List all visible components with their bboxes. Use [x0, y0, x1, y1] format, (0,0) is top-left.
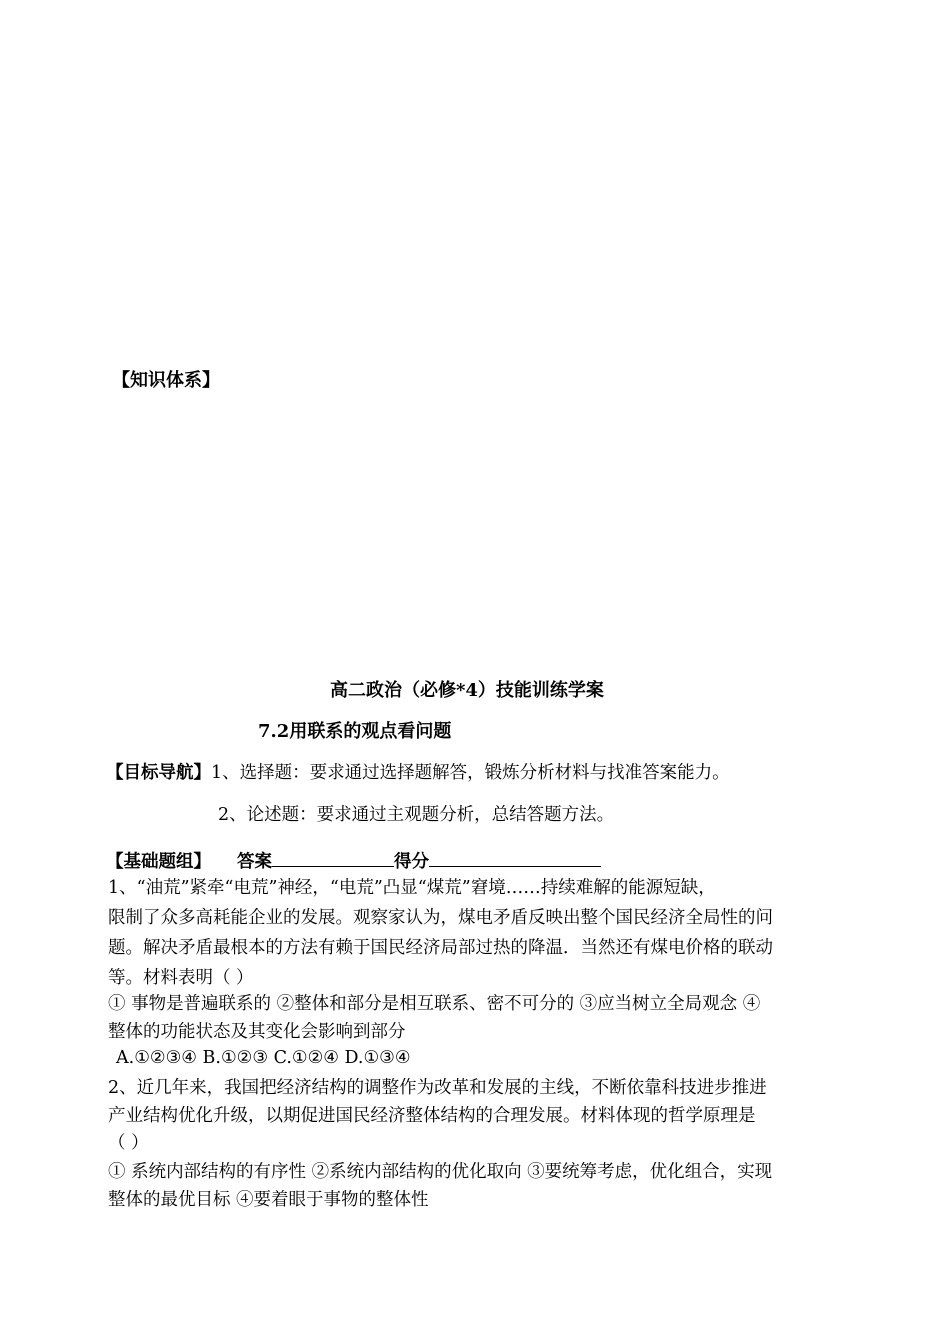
question-1-statements-line-2: 整体的功能状态及其变化会影响到部分 [108, 1022, 406, 1042]
question-2-stem-line-3: （ ） [108, 1133, 149, 1153]
score-blank[interactable] [429, 849, 601, 867]
basic-group-header [106, 849, 601, 872]
question-2-stem-line-1: 2、近几年来，我国把经济结构的调整作为改革和发展的主线，不断依靠科技进步推进 [108, 1078, 767, 1098]
question-1-stem-line-3: 题。解决矛盾最根本的方法有赖于国民经济局部过热的降温．当然还有煤电价格的联动 [108, 938, 773, 958]
knowledge-heading: 【知识体系】 [112, 370, 220, 391]
question-1-stem-line-2: 限制了众多高耗能企业的发展。观察家认为，煤电矛盾反映出整个国民经济全局性的问 [108, 908, 773, 928]
page-title: 高二政治（必修*4）技能训练学案 [330, 680, 604, 701]
question-1-options: A.①②③④ B.①②③ C.①②④ D.①③④ [116, 1048, 411, 1068]
goal-item-2: 2、论述题：要求通过主观题分析，总结答题方法。 [218, 805, 615, 825]
page-subtitle: 7.2用联系的观点看问题 [258, 721, 452, 742]
question-2-statements-line-2: 整体的最优目标 ④要着眼于事物的整体性 [108, 1190, 429, 1210]
goal-label: 【目标导航】 [106, 763, 211, 783]
question-2-stem-line-2: 产业结构优化升级，以期促进国民经济整体结构的合理发展。材料体现的哲学原理是 [108, 1106, 756, 1126]
score-label: 得分 [394, 852, 429, 872]
question-1-stem-line-4: 等。材料表明（ ） [108, 968, 254, 988]
goal-item-1: 1、选择题：要求通过选择题解答，锻炼分析材料与找准答案能力。 [211, 763, 730, 783]
question-1-statements-line-1: ① 事物是普遍联系的 ②整体和部分是相互联系、密不可分的 ③应当树立全局观念 ④ [108, 994, 761, 1014]
basic-group-label: 【基础题组】 [106, 852, 211, 872]
goal-line-1 [106, 765, 730, 783]
question-1-stem-line-1: 1、“油荒”紧牵“电荒”神经，“电荒”凸显“煤荒”窘境……持续难解的能源短缺， [108, 878, 716, 898]
question-2-statements-line-1: ① 系统内部结构的有序性 ②系统内部结构的优化取向 ③要统筹考虑，优化组合，实现 [108, 1162, 773, 1182]
answer-label: 答案 [237, 852, 272, 872]
answer-blank[interactable] [272, 849, 394, 867]
